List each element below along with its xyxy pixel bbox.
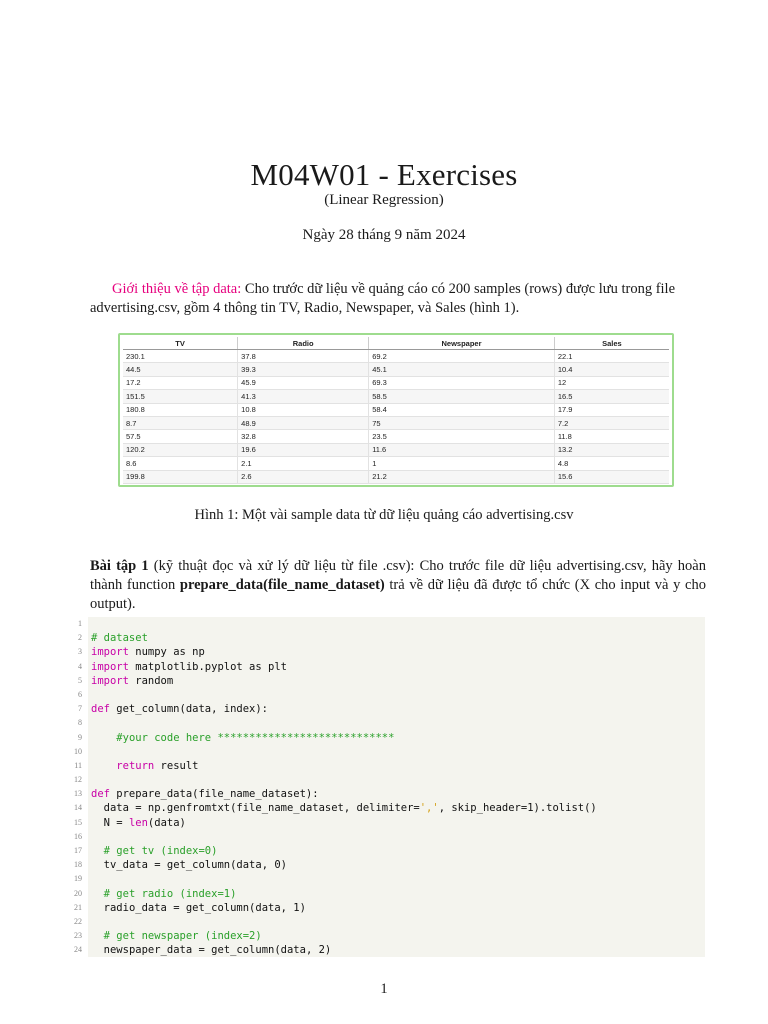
table-row (123, 430, 669, 443)
table-header-row (123, 337, 669, 350)
code-keyword: def (91, 788, 110, 801)
code-text: N = (103, 816, 129, 829)
table-cell: 16.5 (554, 390, 669, 403)
code-line (78, 716, 705, 730)
table-cell: 39.3 (238, 363, 369, 376)
line-number: 19 (74, 874, 82, 884)
code-keyword: import (91, 646, 129, 659)
code-lines (74, 617, 705, 958)
table-row (123, 403, 669, 416)
code-line (74, 787, 705, 801)
code-text: newspaper_data = get_column(data, 2) (103, 944, 332, 957)
code-line (74, 901, 705, 915)
table-cell: 12 (554, 376, 669, 389)
code-line (74, 929, 705, 943)
table-row (123, 457, 669, 470)
table-cell: 22.1 (554, 350, 669, 363)
table-cell: 13.2 (554, 443, 669, 456)
table-cell: 45.1 (369, 363, 555, 376)
code-indent (91, 817, 104, 829)
line-number: 18 (74, 860, 82, 870)
code-line (78, 617, 705, 631)
table-cell: 7.2 (554, 416, 669, 429)
table-cell: 15.6 (554, 470, 669, 483)
code-text: tv_data = get_column(data, 0) (103, 859, 287, 872)
code-indent (91, 802, 104, 814)
line-number: 17 (74, 846, 82, 855)
table-cell: 8.7 (123, 416, 238, 429)
header-newspaper: Newspaper (369, 337, 555, 350)
line-number: 23 (74, 931, 82, 941)
code-line (78, 702, 705, 716)
code-comment: #your code here **************************** (116, 731, 395, 744)
table-cell: 58.5 (369, 390, 555, 403)
code-line (74, 830, 705, 844)
code-line (74, 745, 705, 759)
table-cell: 4.8 (554, 457, 669, 470)
table-cell: 48.9 (238, 416, 369, 429)
code-line (78, 688, 705, 702)
table-cell: 21.2 (369, 470, 555, 483)
code-text: numpy as np (128, 646, 205, 659)
code-text: get_column(data, index): (109, 703, 269, 716)
code-line (78, 660, 705, 674)
code-indent (91, 944, 104, 956)
table-cell: 10.8 (238, 403, 369, 416)
code-indent (91, 902, 104, 914)
line-number: 14 (74, 803, 82, 813)
advertising-table (123, 337, 669, 484)
line-number: 1 (78, 619, 82, 628)
code-keyword: len (128, 816, 148, 829)
exercise-paragraph (90, 557, 706, 614)
line-number: 15 (74, 817, 82, 827)
code-keyword: import (91, 674, 129, 687)
line-number: 21 (74, 902, 82, 912)
page-number: 1 (380, 981, 388, 997)
line-number: 2 (78, 633, 82, 643)
document-subtitle: (Linear Regression) (324, 192, 444, 208)
table-cell: 11.6 (369, 443, 555, 456)
sample-data-figure (118, 333, 674, 487)
header-radio: Radio (238, 337, 369, 350)
code-line (78, 731, 705, 745)
code-indent (91, 888, 104, 900)
exercise-function-name: prepare_data(file_name_dataset) (179, 577, 385, 593)
line-number: 10 (74, 746, 82, 756)
exercise-text-after: trả về dữ liệu đã được tổ chức (X cho input và y cho output). (90, 577, 706, 612)
code-line (74, 801, 705, 815)
table-cell: 69.2 (369, 350, 555, 363)
code-indent (91, 859, 104, 871)
header-sales: Sales (554, 337, 669, 350)
table-row (123, 390, 669, 403)
line-number: 20 (74, 888, 82, 898)
code-line (74, 773, 705, 787)
code-line (74, 915, 705, 929)
intro-text: Cho trước dữ liệu về quảng cáo có 200 samples (rows) được lưu trong file advertising.csv, gồm 4 thông tin TV, Radio, Newspaper, và Sales (hình 1). (90, 281, 676, 316)
line-number: 6 (78, 689, 82, 699)
code-keyword: return (116, 759, 155, 772)
table-cell: 45.9 (238, 376, 369, 389)
table-cell: 75 (369, 416, 555, 429)
table-cell: 2.1 (238, 457, 369, 470)
table-row (123, 350, 669, 363)
table-cell: 44.5 (123, 363, 238, 376)
code-text: , skip_header=1).tolist() (438, 802, 597, 815)
code-line (74, 872, 705, 886)
code-line (74, 887, 705, 901)
code-keyword: import (91, 660, 129, 673)
exercise-text-before: (kỹ thuật đọc và xử lý dữ liệu từ file .csv): Cho trước file dữ liệu advertising.csv, hãy hoàn thành function (90, 558, 706, 593)
code-line (78, 631, 705, 645)
code-comment: # get radio (index=1) (103, 887, 237, 900)
code-line (74, 943, 705, 957)
code-line (74, 844, 705, 858)
header-tv: TV (123, 337, 238, 350)
code-indent (91, 760, 116, 772)
line-number: 9 (78, 732, 82, 742)
table-cell: 2.6 (238, 470, 369, 483)
table-cell: 57.5 (123, 430, 238, 443)
code-indent (91, 930, 104, 942)
code-comment: # dataset (91, 632, 148, 645)
code-comment: # get tv (index=0) (103, 845, 218, 857)
code-text: prepare_data(file_name_dataset): (109, 788, 319, 801)
table-cell: 199.8 (123, 470, 238, 483)
table-row (123, 470, 669, 483)
exercise-label: Bài tập 1 (90, 558, 149, 574)
table-row (123, 416, 669, 429)
line-number: 13 (74, 789, 82, 799)
code-block (74, 617, 705, 957)
intro-highlight: Giới thiệu về tập data: (112, 281, 242, 297)
table-cell: 23.5 (369, 430, 555, 443)
line-number: 24 (74, 945, 82, 955)
line-number: 5 (78, 675, 82, 685)
figure-caption: Hình 1: Một vài sample data từ dữ liệu quảng cáo advertising.csv (194, 507, 574, 523)
code-indent (91, 845, 104, 857)
code-text: matplotlib.pyplot as plt (128, 660, 287, 673)
code-line (74, 759, 705, 773)
table-cell: 69.3 (369, 376, 555, 389)
table-cell: 1 (369, 457, 555, 470)
table-row (123, 376, 669, 389)
table-cell: 151.5 (123, 390, 238, 403)
table-cell: 8.6 (123, 457, 238, 470)
code-comment: # get newspaper (index=2) (103, 930, 262, 943)
table-cell: 120.2 (123, 443, 238, 456)
table-row (123, 363, 669, 376)
line-number: 11 (74, 760, 82, 770)
line-number: 22 (74, 916, 82, 926)
table-cell: 11.8 (554, 430, 669, 443)
code-line (74, 858, 705, 872)
line-number: 12 (74, 775, 82, 785)
code-text: result (154, 759, 199, 772)
code-text: random (128, 674, 174, 687)
table-cell: 58.4 (369, 403, 555, 416)
table-cell: 37.8 (238, 350, 369, 363)
code-string: ',' (419, 802, 439, 815)
code-text: radio_data = get_column(data, 1) (103, 901, 306, 914)
line-number: 8 (78, 718, 82, 728)
code-keyword: def (91, 703, 110, 716)
code-indent (91, 732, 116, 744)
document-date: Ngày 28 tháng 9 năm 2024 (302, 227, 466, 243)
line-number: 3 (78, 647, 82, 657)
table-cell: 180.8 (123, 403, 238, 416)
table-cell: 32.8 (238, 430, 369, 443)
table-cell: 230.1 (123, 350, 238, 363)
table-body (123, 350, 669, 484)
code-text: (data) (147, 816, 186, 829)
table-cell: 17.2 (123, 376, 238, 389)
code-text: data = np.genfromtxt(file_name_dataset, delimiter= (103, 802, 420, 815)
table-cell: 19.6 (238, 443, 369, 456)
code-line (78, 674, 705, 688)
table-cell: 10.4 (554, 363, 669, 376)
code-line (74, 816, 705, 830)
table-cell: 17.9 (554, 403, 669, 416)
line-number: 7 (78, 704, 82, 714)
line-number: 16 (74, 831, 82, 841)
document-title: M04W01 - Exercises (250, 157, 518, 192)
code-line (78, 645, 705, 659)
intro-paragraph (90, 280, 706, 318)
table-row (123, 443, 669, 456)
table-cell: 41.3 (238, 390, 369, 403)
line-number: 4 (78, 661, 82, 671)
